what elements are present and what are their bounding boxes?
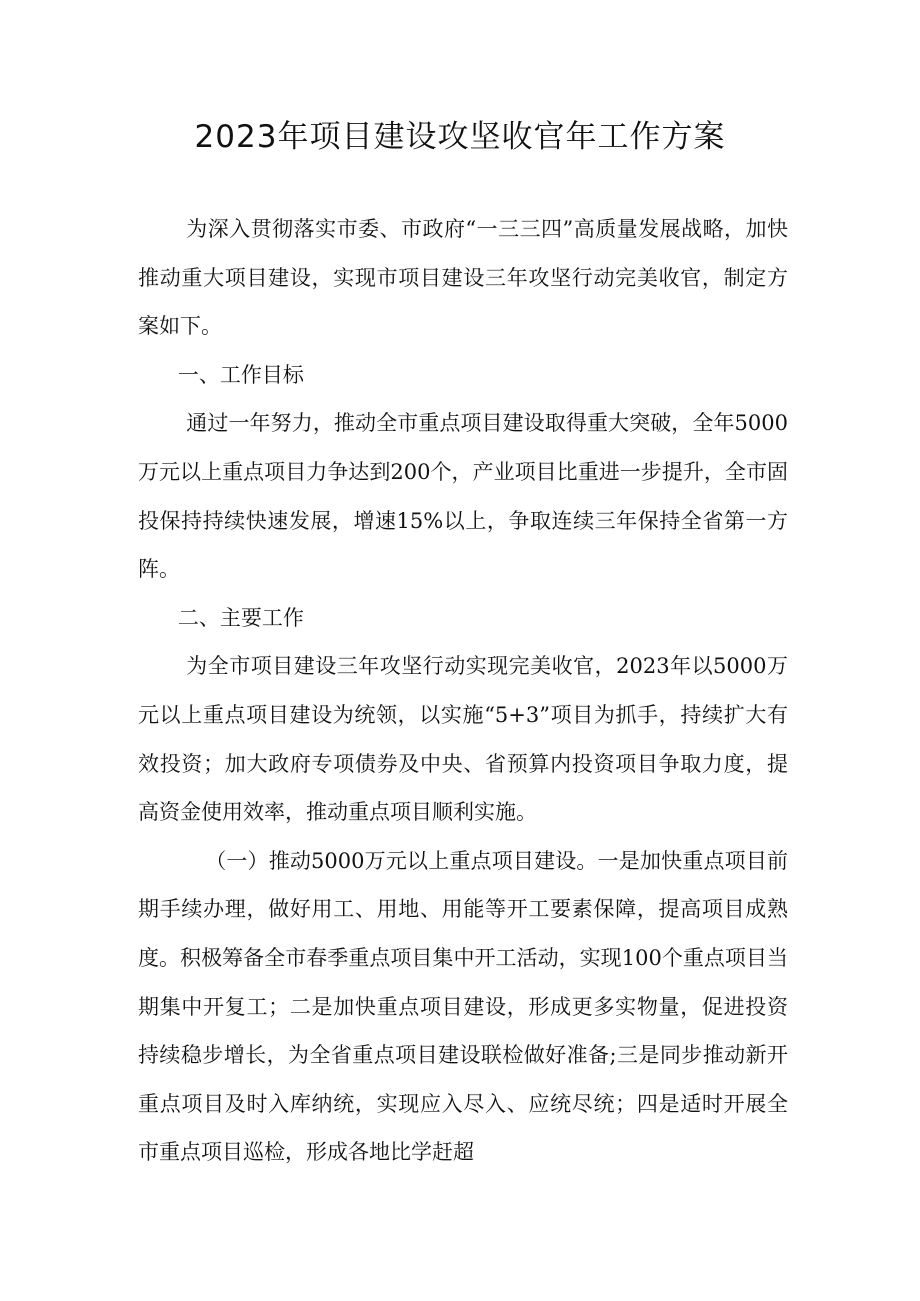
section-heading-main-work: 二、主要工作	[177, 605, 304, 630]
main-work-paragraph: 为全市项目建设三年攻坚行动实现完美收官，2023年以5000万元以上重点项目建设为统领，以实施“5+3”项目为抓手，持续扩大有效投资；加大政府专项债券及中央、省预算内投资项目争取力度，提高资金使用效率，推动重点项目顺利实施。	[138, 654, 788, 825]
subsection-paragraph-1: （一）推动5000万元以上重点项目建设。一是加快重点项目前期手续办理，做好用工、用地、用能等开工要素保障，提高项目成熟度。积极筹备全市春季重点项目集中开工活动，实现100个重点项目当期集中开复工；二是加快重点项目建设，形成更多实物量，促进投资持续稳步增长，为全省重点项目建设联检做好准备;三是同步推动新开重点项目及时入库纳统，实现应入尽入、应统尽统；四是适时开展全市重点项目巡检，形成各地比学赶超	[138, 848, 788, 1165]
document-title: 2023年项目建设攻坚收官年工作方案	[194, 119, 726, 155]
section-heading-goals: 一、工作目标	[177, 362, 304, 387]
goals-paragraph: 通过一年努力，推动全市重点项目建设取得重大突破，全年5000万元以上重点项目力争达到200个，产业项目比重进一步提升，全市固投保持持续快速发展，增速15%以上，争取连续三年保持全省第一方阵。	[138, 411, 788, 582]
document-body	[138, 205, 788, 1177]
intro-paragraph: 为深入贯彻落实市委、市政府“一三三四”高质量发展战略，加快推动重大项目建设，实现市项目建设三年攻坚行动完美收官，制定方案如下。	[138, 217, 788, 339]
